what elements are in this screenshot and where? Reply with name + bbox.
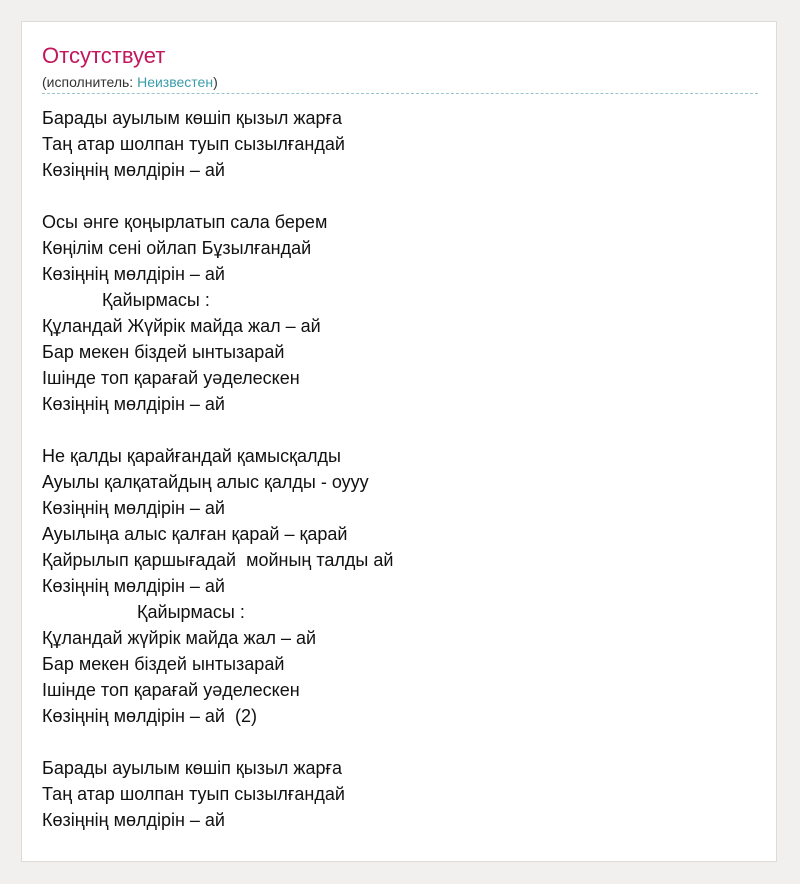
lyric-line: Көзіңнің мөлдірін – ай: [42, 498, 225, 518]
lyric-line: Бар мекен біздей ынтызарай: [42, 342, 285, 362]
performer-prefix: (исполнитель:: [42, 74, 138, 90]
lyric-line: Таң атар шолпан туып сызылғандай: [42, 784, 345, 804]
lyric-line: Құландай Жүйрік майда жал – ай: [42, 316, 321, 336]
lyric-line: Құландай жүйрік майда жал – ай: [42, 628, 317, 648]
lyric-line: Барады ауылым көшіп қызыл жарға: [42, 108, 343, 128]
lyric-line: Көзіңнің мөлдірін – ай: [42, 160, 225, 180]
lyric-line: Бар мекен біздей ынтызарай: [42, 654, 285, 674]
lyric-line: Қайрылып қаршығадай мойның талды ай: [42, 550, 394, 570]
lyric-line: Ішінде топ қарағай уәделескен: [42, 368, 300, 388]
lyric-line: Көзіңнің мөлдірін – ай: [42, 810, 225, 830]
lyric-line: Көңілім сені ойлап Бұзылғандай: [42, 238, 312, 258]
lyric-line: Барады ауылым көшіп қызыл жарға: [42, 758, 343, 778]
lyric-line: Көзіңнің мөлдірін – ай (2): [42, 706, 257, 726]
lyric-line: Ауылыңа алыс қалған қарай – қарай: [42, 524, 348, 544]
lyric-line: Таң атар шолпан туып сызылғандай: [42, 134, 345, 154]
lyric-line: Ауылы қалқатайдың алыс қалды - оууу: [42, 472, 369, 492]
lyric-line: Не қалды қарайғандай қамысқалды: [42, 446, 341, 466]
divider: [42, 93, 758, 94]
lyric-line: [42, 417, 758, 443]
lyric-line: Ішінде топ қарағай уәделескен: [42, 680, 300, 700]
performer-line: [42, 73, 218, 91]
lyric-line: Осы әнге қоңырлатып сала берем: [42, 212, 328, 232]
performer-suffix: ): [213, 74, 218, 90]
lyric-line: [42, 729, 758, 755]
lyric-line: Қайырмасы :: [42, 290, 210, 310]
lyric-line: [42, 183, 758, 209]
lyric-line: Көзіңнің мөлдірін – ай: [42, 394, 225, 414]
artist-link[interactable]: Неизвестен: [137, 74, 214, 90]
lyric-line: Көзіңнің мөлдірін – ай: [42, 576, 225, 596]
lyric-line: Қайырмасы :: [42, 602, 245, 622]
song-title: Отсутствует: [42, 43, 166, 68]
lyrics-card: [21, 21, 777, 862]
lyric-line: Көзіңнің мөлдірін – ай: [42, 264, 225, 284]
lyrics-body: [42, 105, 758, 833]
